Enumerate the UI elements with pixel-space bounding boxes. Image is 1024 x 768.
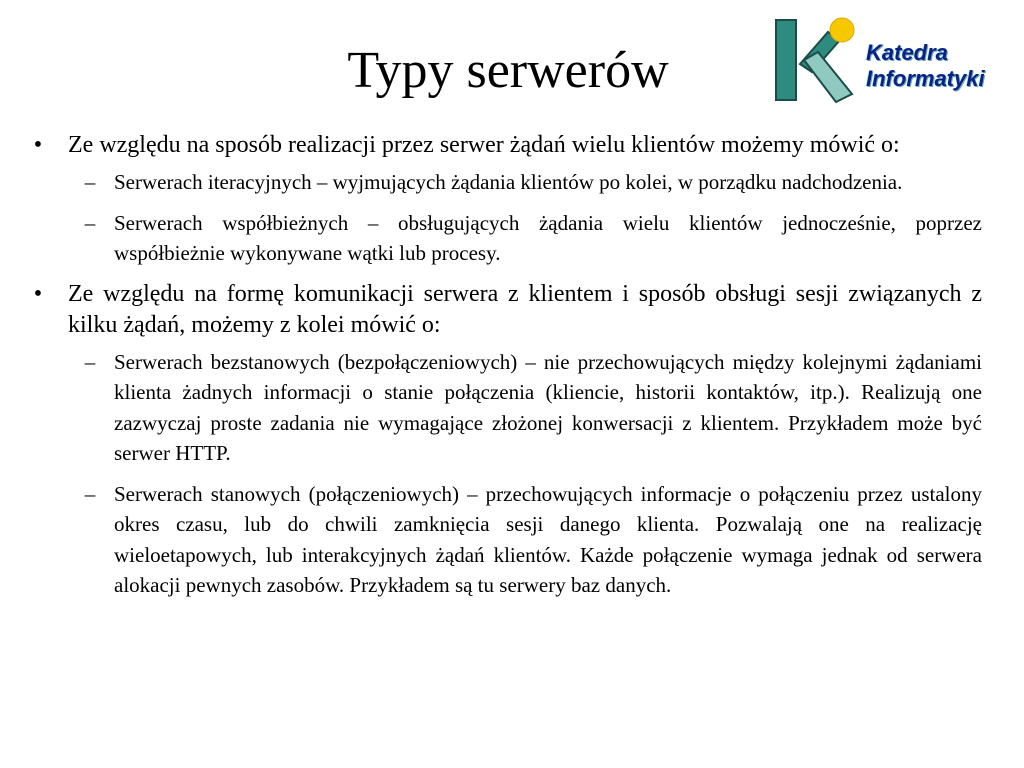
bullet-marker: • [33, 132, 43, 158]
bullet-text: Ze względu na formę komunikacji serwera z klientem i sposób obsługi sesji związanych z kilku żądań, możemy z kolei mówić o: [68, 280, 982, 338]
sub-item-text: Serwerach współbieżnych – obsługujących żądania wielu klientów jednocześnie, poprzez współbieżnie wykonywane wątki lub procesy. [114, 210, 982, 265]
dash-marker: – [84, 170, 96, 194]
logo-k-lower-arm [804, 52, 852, 102]
slide-title: Typy serwerów [347, 42, 669, 99]
sub-item-text: Serwerach bezstanowych (bezpołączeniowych) – nie przechowujących między kolejnymi żądaniami klienta żadnych informacji o stanie połączenia (kliencie, historii kontaktów, itp.). Realizują one zazwyczaj proste zadania nie wymagające złożonej konwersacji z klientem. Przykładem może być serwer HTTP. [114, 349, 982, 465]
dash-marker: – [84, 210, 96, 235]
sub-item [28, 208, 982, 269]
sub-item [28, 479, 982, 601]
logo-line-2: Informatyki [866, 66, 985, 91]
sub-item-text: Serwerach stanowych (połączeniowych) – przechowujących informacje o połączeniu przez ustalony okres czasu, lub do chwili zamknięcia sesji danego klienta. Pozwalają one na realizację wieloetapowych, lub interakcyjnych żądań klientów. Każde połączenie wymaga jednak od serwera alokacji pewnych zasobów. Przykładem są tu serwery baz danych. [114, 481, 982, 597]
slide-body [28, 130, 982, 611]
logo-text [866, 40, 1016, 92]
bullet-item [28, 130, 982, 161]
bullet-text: Ze względu na sposób realizacji przez serwer żądań wielu klientów możemy mówić o: [68, 132, 900, 158]
logo-k-stem [776, 20, 796, 100]
sub-item [28, 347, 982, 469]
sub-item [28, 167, 982, 198]
dash-marker: – [84, 349, 96, 374]
dash-marker: – [84, 481, 96, 506]
bullet-marker: • [33, 280, 43, 307]
sub-item-text: Serwerach iteracyjnych – wyjmujących żądania klientów po kolei, w porządku nadchodzenia. [114, 170, 903, 194]
bullet-item [28, 279, 982, 341]
logo-line-1: Katedra [866, 40, 948, 65]
logo-sun [830, 18, 854, 42]
